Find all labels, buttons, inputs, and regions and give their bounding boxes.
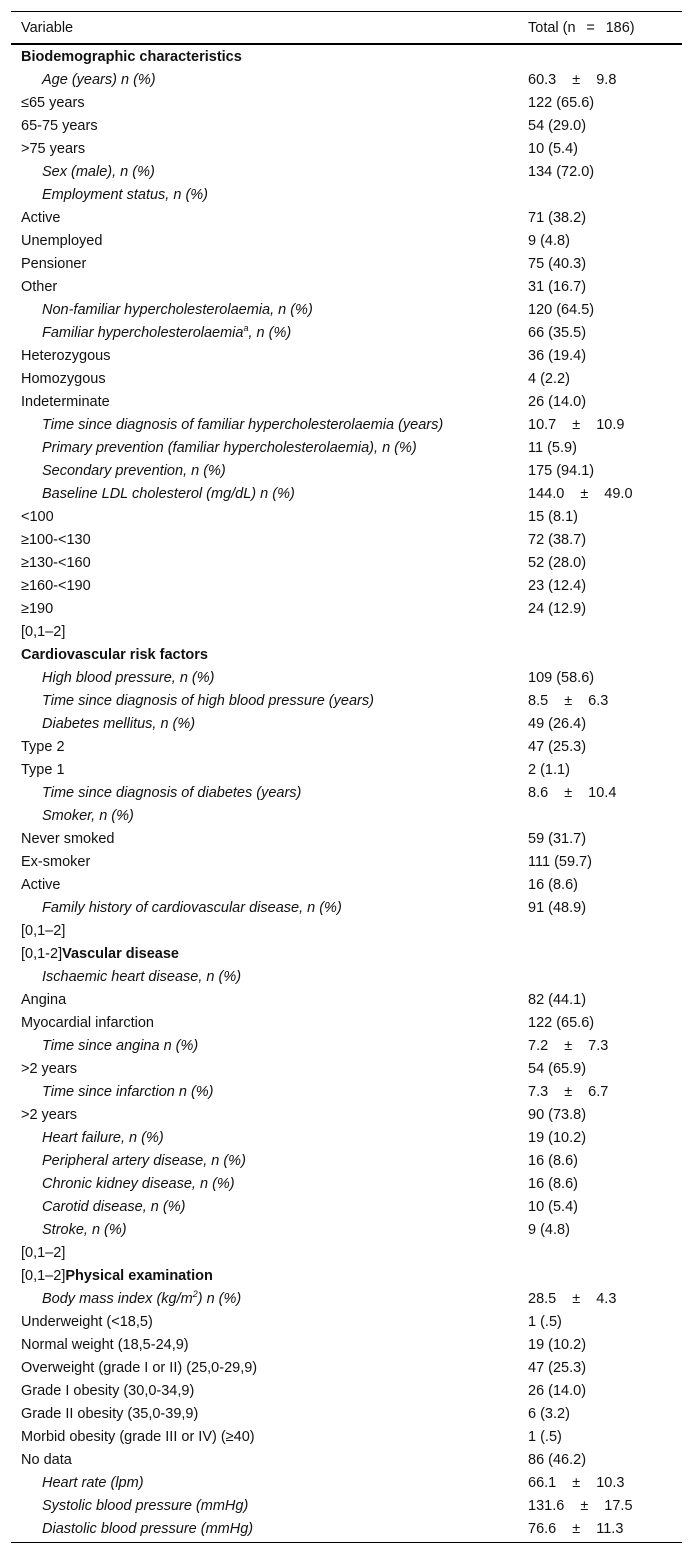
variable-label — [42, 1130, 164, 1146]
variable-label — [21, 601, 53, 617]
table-row — [11, 620, 682, 643]
table-row — [11, 896, 682, 919]
total-value: 19 (10.2) — [528, 1337, 587, 1353]
sd-value: 10.9 — [596, 417, 625, 433]
variable-label — [21, 532, 91, 548]
label-text: Sex (male), n (%) — [42, 164, 155, 180]
mean-value: 8.6 — [528, 785, 549, 801]
variable-label — [42, 325, 291, 341]
total-value: 10 (5.4) — [528, 1199, 578, 1215]
total-value: 86 (46.2) — [528, 1452, 587, 1468]
label-text: Heterozygous — [21, 348, 111, 364]
label-text: Active — [21, 877, 61, 893]
total-value — [528, 1498, 633, 1514]
section-heading: Vascular disease — [62, 946, 180, 962]
header-total-value: 186) — [605, 20, 635, 36]
table-row — [11, 1264, 682, 1287]
label-text: >75 years — [21, 141, 86, 157]
variable-label — [42, 1222, 127, 1238]
total-value: 15 (8.1) — [528, 509, 578, 525]
variable-label — [21, 877, 61, 893]
table-row — [11, 1402, 682, 1425]
table-row — [11, 735, 682, 758]
label-text: ≥160-<190 — [21, 578, 91, 594]
total-value: 122 (65.6) — [528, 1015, 595, 1031]
variable-label — [21, 1015, 154, 1031]
total-value — [528, 1291, 616, 1307]
section-heading — [21, 647, 208, 663]
table-header — [11, 12, 682, 43]
table-row — [11, 850, 682, 873]
table-row — [11, 528, 682, 551]
total-value: 31 (16.7) — [528, 279, 587, 295]
label-text: Time since diagnosis of familiar hypercholesterolaemia (years) — [42, 417, 444, 433]
total-value: 122 (65.6) — [528, 95, 595, 111]
label-text: Heart rate (lpm) — [42, 1475, 144, 1491]
header-total-eq: = — [586, 20, 595, 36]
variable-label — [42, 417, 443, 433]
table-row — [11, 988, 682, 1011]
variable-label — [21, 95, 85, 111]
label-text: Ex-smoker — [21, 854, 91, 870]
total-value — [528, 1038, 608, 1054]
variable-label — [42, 900, 342, 916]
variable-label — [42, 1291, 241, 1307]
sd-value: 10.3 — [596, 1475, 625, 1491]
label-text: 65-75 years — [21, 118, 98, 134]
label-text: Normal weight (18,5-24,9) — [21, 1337, 189, 1353]
label-text: Time since infarction n (%) — [42, 1084, 214, 1100]
variable-label — [42, 785, 301, 801]
variable-label — [21, 762, 65, 778]
table-row — [11, 1011, 682, 1034]
total-value: 9 (4.8) — [528, 1222, 570, 1238]
variable-label — [42, 164, 155, 180]
total-value: 54 (65.9) — [528, 1061, 587, 1077]
variable-label — [21, 233, 102, 249]
label-text: Non-familiar hypercholesterolaemia, n (%) — [42, 302, 313, 318]
label-text: Familiar hypercholesterolaemia — [42, 325, 244, 341]
total-value: 16 (8.6) — [528, 877, 578, 893]
plus-minus-symbol: ± — [564, 1038, 573, 1054]
total-value — [528, 1475, 624, 1491]
mean-value: 144.0 — [528, 486, 565, 502]
total-value: 66 (35.5) — [528, 325, 587, 341]
variable-label — [21, 923, 65, 939]
mean-value: 28.5 — [528, 1291, 557, 1307]
sd-value: 49.0 — [604, 486, 633, 502]
table-row — [11, 1471, 682, 1494]
variable-label — [42, 1521, 253, 1537]
total-value: 47 (25.3) — [528, 1360, 587, 1376]
variable-label — [42, 1084, 214, 1100]
table-row — [11, 758, 682, 781]
variable-label — [42, 302, 313, 318]
label-text: <100 — [21, 509, 54, 525]
table-row — [11, 1356, 682, 1379]
table-row — [11, 643, 682, 666]
table-row — [11, 1057, 682, 1080]
table-row — [11, 252, 682, 275]
label-text: Indeterminate — [21, 394, 110, 410]
header-total-label: Total (n — [528, 20, 576, 36]
total-value — [528, 693, 608, 709]
table-row — [11, 1218, 682, 1241]
variable-label — [42, 1038, 198, 1054]
label-text: Myocardial infarction — [21, 1015, 154, 1031]
label-text: Type 1 — [21, 762, 65, 778]
total-value: 49 (26.4) — [528, 716, 587, 732]
label-text: Time since diagnosis of high blood pressure (years) — [42, 693, 374, 709]
variable-label — [21, 578, 91, 594]
total-value — [528, 1084, 608, 1100]
table-row — [11, 229, 682, 252]
table-row — [11, 367, 682, 390]
table-row — [11, 919, 682, 942]
total-value: 11 (5.9) — [528, 440, 577, 456]
label-text: Employment status, n (%) — [42, 187, 208, 203]
bottom-rule — [11, 1542, 682, 1543]
sd-value: 11.3 — [596, 1521, 624, 1537]
total-value: 1 (.5) — [528, 1429, 562, 1445]
variable-label — [42, 187, 208, 203]
total-value: 111 (59.7) — [528, 854, 592, 870]
variable-label — [21, 348, 110, 364]
total-value: 90 (73.8) — [528, 1107, 587, 1123]
variable-label — [21, 394, 110, 410]
variable-label — [21, 118, 98, 134]
variable-label — [42, 1498, 248, 1514]
table-row — [11, 1126, 682, 1149]
label-text: [0,1–2] — [21, 923, 66, 939]
variable-label — [21, 1406, 198, 1422]
table-row — [11, 321, 682, 344]
variable-label — [42, 1153, 246, 1169]
plus-minus-symbol: ± — [572, 417, 581, 433]
table-row — [11, 1448, 682, 1471]
label-text: High blood pressure, n (%) — [42, 670, 215, 686]
label-text: Cardiovascular risk factors — [21, 647, 208, 663]
table-row — [11, 114, 682, 137]
label-text: Heart failure, n (%) — [42, 1130, 164, 1146]
label-text: Grade I obesity (30,0-34,9) — [21, 1383, 195, 1399]
total-value: 1 (.5) — [528, 1314, 562, 1330]
variable-label — [42, 808, 134, 824]
variable-label — [42, 1475, 144, 1491]
label-text: >2 years — [21, 1107, 78, 1123]
total-value: 36 (19.4) — [528, 348, 587, 364]
table-row — [11, 1172, 682, 1195]
table-row — [11, 1379, 682, 1402]
table-row — [11, 781, 682, 804]
label-text: Secondary prevention, n (%) — [42, 463, 226, 479]
total-value: 16 (8.6) — [528, 1176, 578, 1192]
header-total — [528, 20, 635, 36]
label-text: Pensioner — [21, 256, 87, 272]
variable-label — [42, 1199, 185, 1215]
label-text: No data — [21, 1452, 72, 1468]
total-value — [528, 486, 633, 502]
variable-label — [21, 1061, 77, 1077]
table-row — [11, 1080, 682, 1103]
plus-minus-symbol: ± — [580, 1498, 589, 1514]
variable-label — [42, 486, 295, 502]
total-value: 9 (4.8) — [528, 233, 570, 249]
table-row — [11, 45, 682, 68]
variable-label — [42, 463, 226, 479]
variable-label — [42, 72, 156, 88]
plus-minus-symbol: ± — [580, 486, 589, 502]
total-value: 52 (28.0) — [528, 555, 587, 571]
label-text: Time since angina n (%) — [42, 1038, 199, 1054]
label-text: Diastolic blood pressure (mmHg) — [42, 1521, 254, 1537]
table-row — [11, 804, 682, 827]
label-text: >2 years — [21, 1061, 78, 1077]
sd-value: 7.3 — [588, 1038, 609, 1054]
plus-minus-symbol: ± — [572, 1475, 581, 1491]
label-text: Morbid obesity (grade III or IV) (≥40) — [21, 1429, 255, 1445]
total-value: 10 (5.4) — [528, 141, 578, 157]
table-row — [11, 413, 682, 436]
table-row — [11, 390, 682, 413]
plus-minus-symbol: ± — [572, 1521, 581, 1537]
total-value: 120 (64.5) — [528, 302, 595, 318]
total-value: 24 (12.9) — [528, 601, 587, 617]
table-row — [11, 275, 682, 298]
plus-minus-symbol: ± — [564, 785, 573, 801]
table-row — [11, 827, 682, 850]
total-value: 82 (44.1) — [528, 992, 587, 1008]
variable-label — [21, 509, 54, 525]
label-text: [0,1–2] — [21, 624, 66, 640]
variable-label — [42, 969, 241, 985]
variable-label — [21, 739, 65, 755]
variable-label — [21, 1245, 65, 1261]
table-row — [11, 551, 682, 574]
table-row — [11, 68, 682, 91]
table-row — [11, 1287, 682, 1310]
section-heading — [21, 49, 242, 65]
superscript: 2 — [192, 1289, 198, 1300]
total-value — [528, 417, 624, 433]
plus-minus-symbol: ± — [564, 1084, 573, 1100]
variable-label — [21, 210, 61, 226]
variable-label — [42, 440, 417, 456]
variable-label — [21, 371, 106, 387]
sd-value: 17.5 — [604, 1498, 633, 1514]
total-value: 109 (58.6) — [528, 670, 595, 686]
section-heading: Physical examination — [65, 1268, 213, 1284]
table-row — [11, 183, 682, 206]
variable-label — [21, 555, 91, 571]
sd-value: 4.3 — [596, 1291, 617, 1307]
label-text: Grade II obesity (35,0-39,9) — [21, 1406, 199, 1422]
label-text: Angina — [21, 992, 67, 1008]
label-text: Time since diagnosis of diabetes (years) — [42, 785, 302, 801]
label-text: Type 2 — [21, 739, 65, 755]
sd-value: 10.4 — [588, 785, 617, 801]
variable-label — [42, 693, 374, 709]
sd-value: 6.3 — [588, 693, 609, 709]
variable-label — [21, 279, 57, 295]
label-text: Primary prevention (familiar hypercholesterolaemia), n (%) — [42, 440, 417, 456]
table-row — [11, 873, 682, 896]
total-value — [528, 1521, 623, 1537]
superscript: a — [243, 323, 249, 334]
variable-label — [21, 854, 90, 870]
label-text: Systolic blood pressure (mmHg) — [42, 1498, 249, 1514]
total-value: 19 (10.2) — [528, 1130, 587, 1146]
label-suffix: , n (%) — [248, 325, 292, 341]
table-row — [11, 1333, 682, 1356]
table-row — [11, 942, 682, 965]
total-value: 2 (1.1) — [528, 762, 570, 778]
mean-value: 131.6 — [528, 1498, 565, 1514]
label-text: Stroke, n (%) — [42, 1222, 127, 1238]
label-text: Active — [21, 210, 61, 226]
label-text: ≥100-<130 — [21, 532, 91, 548]
label-text: Baseline LDL cholesterol (mg/dL) n (%) — [42, 486, 295, 502]
total-value — [528, 72, 616, 88]
table-row — [11, 712, 682, 735]
variable-label — [21, 992, 66, 1008]
mean-value: 66.1 — [528, 1475, 557, 1491]
table-row — [11, 689, 682, 712]
table-row — [11, 965, 682, 988]
label-text: Ischaemic heart disease, n (%) — [42, 969, 242, 985]
table-row — [11, 1149, 682, 1172]
table-row — [11, 482, 682, 505]
variable-label — [21, 1314, 153, 1330]
table-row — [11, 1517, 682, 1540]
total-value: 23 (12.4) — [528, 578, 587, 594]
total-value: 72 (38.7) — [528, 532, 587, 548]
table-row — [11, 597, 682, 620]
plus-minus-symbol: ± — [564, 693, 573, 709]
mean-value: 8.5 — [528, 693, 549, 709]
variable-label — [21, 1107, 77, 1123]
bracket-prefix: [0,1–2] — [21, 1268, 66, 1284]
header-variable: Variable — [21, 20, 74, 36]
variable-label — [42, 716, 195, 732]
mean-value: 7.2 — [528, 1038, 549, 1054]
table-row — [11, 344, 682, 367]
mean-value: 7.3 — [528, 1084, 549, 1100]
label-text: Diabetes mellitus, n (%) — [42, 716, 196, 732]
variable-label — [21, 141, 85, 157]
table-row — [11, 1034, 682, 1057]
mean-value: 76.6 — [528, 1521, 557, 1537]
total-value — [528, 785, 616, 801]
label-text: Other — [21, 279, 58, 295]
label-text: Never smoked — [21, 831, 115, 847]
label-text: Unemployed — [21, 233, 103, 249]
total-value: 59 (31.7) — [528, 831, 587, 847]
label-suffix: ) n (%) — [197, 1291, 242, 1307]
variable-label — [21, 1337, 189, 1353]
variable-label — [42, 670, 214, 686]
table-row — [11, 1494, 682, 1517]
label-text: ≥190 — [21, 601, 54, 617]
table-row — [11, 666, 682, 689]
table-row — [11, 574, 682, 597]
table-row — [11, 1241, 682, 1264]
bracket-prefix: [0,1-2] — [21, 946, 63, 962]
table-row — [11, 137, 682, 160]
label-text: Family history of cardiovascular disease, n (%) — [42, 900, 342, 916]
label-text: Body mass index (kg/m — [42, 1291, 193, 1307]
total-value: 54 (29.0) — [528, 118, 587, 134]
variable-label — [21, 624, 65, 640]
variable-label — [21, 1383, 194, 1399]
label-text: Smoker, n (%) — [42, 808, 134, 824]
total-value: 175 (94.1) — [528, 463, 595, 479]
total-value: 71 (38.2) — [528, 210, 587, 226]
label-text: Chronic kidney disease, n (%) — [42, 1176, 235, 1192]
total-value: 6 (3.2) — [528, 1406, 570, 1422]
variable-label — [21, 1452, 72, 1468]
label-text: ≤65 years — [21, 95, 85, 111]
table-row — [11, 1195, 682, 1218]
table-row — [11, 160, 682, 183]
total-value: 75 (40.3) — [528, 256, 587, 272]
table-row — [11, 1103, 682, 1126]
mean-value: 10.7 — [528, 417, 557, 433]
table-row — [11, 206, 682, 229]
variable-label — [21, 946, 179, 962]
sd-value: 9.8 — [596, 72, 617, 88]
sd-value: 6.7 — [588, 1084, 609, 1100]
label-text: Biodemographic characteristics — [21, 49, 242, 65]
label-text: Carotid disease, n (%) — [42, 1199, 186, 1215]
total-value: 26 (14.0) — [528, 394, 587, 410]
variable-label — [21, 1360, 257, 1376]
total-value: 91 (48.9) — [528, 900, 587, 916]
label-text: Overweight (grade I or II) (25,0-29,9) — [21, 1360, 258, 1376]
variable-label — [21, 1268, 213, 1284]
table-row — [11, 91, 682, 114]
label-text: ≥130-<160 — [21, 555, 91, 571]
label-text: Homozygous — [21, 371, 106, 387]
total-value: 26 (14.0) — [528, 1383, 587, 1399]
table-row — [11, 505, 682, 528]
mean-value: 60.3 — [528, 72, 557, 88]
table-row — [11, 436, 682, 459]
plus-minus-symbol: ± — [572, 72, 581, 88]
total-value: 4 (2.2) — [528, 371, 570, 387]
total-value: 134 (72.0) — [528, 164, 595, 180]
plus-minus-symbol: ± — [572, 1291, 581, 1307]
table-row — [11, 1310, 682, 1333]
variable-label — [42, 1176, 235, 1192]
total-value: 47 (25.3) — [528, 739, 587, 755]
variable-label — [21, 831, 114, 847]
variable-label — [21, 1429, 255, 1445]
label-text: Age (years) n (%) — [42, 72, 156, 88]
variable-label — [21, 256, 86, 272]
label-text: Underweight (<18,5) — [21, 1314, 153, 1330]
label-text: [0,1–2] — [21, 1245, 66, 1261]
table-row — [11, 298, 682, 321]
label-text: Peripheral artery disease, n (%) — [42, 1153, 246, 1169]
table-row — [11, 459, 682, 482]
table-row — [11, 1425, 682, 1448]
total-value: 16 (8.6) — [528, 1153, 578, 1169]
